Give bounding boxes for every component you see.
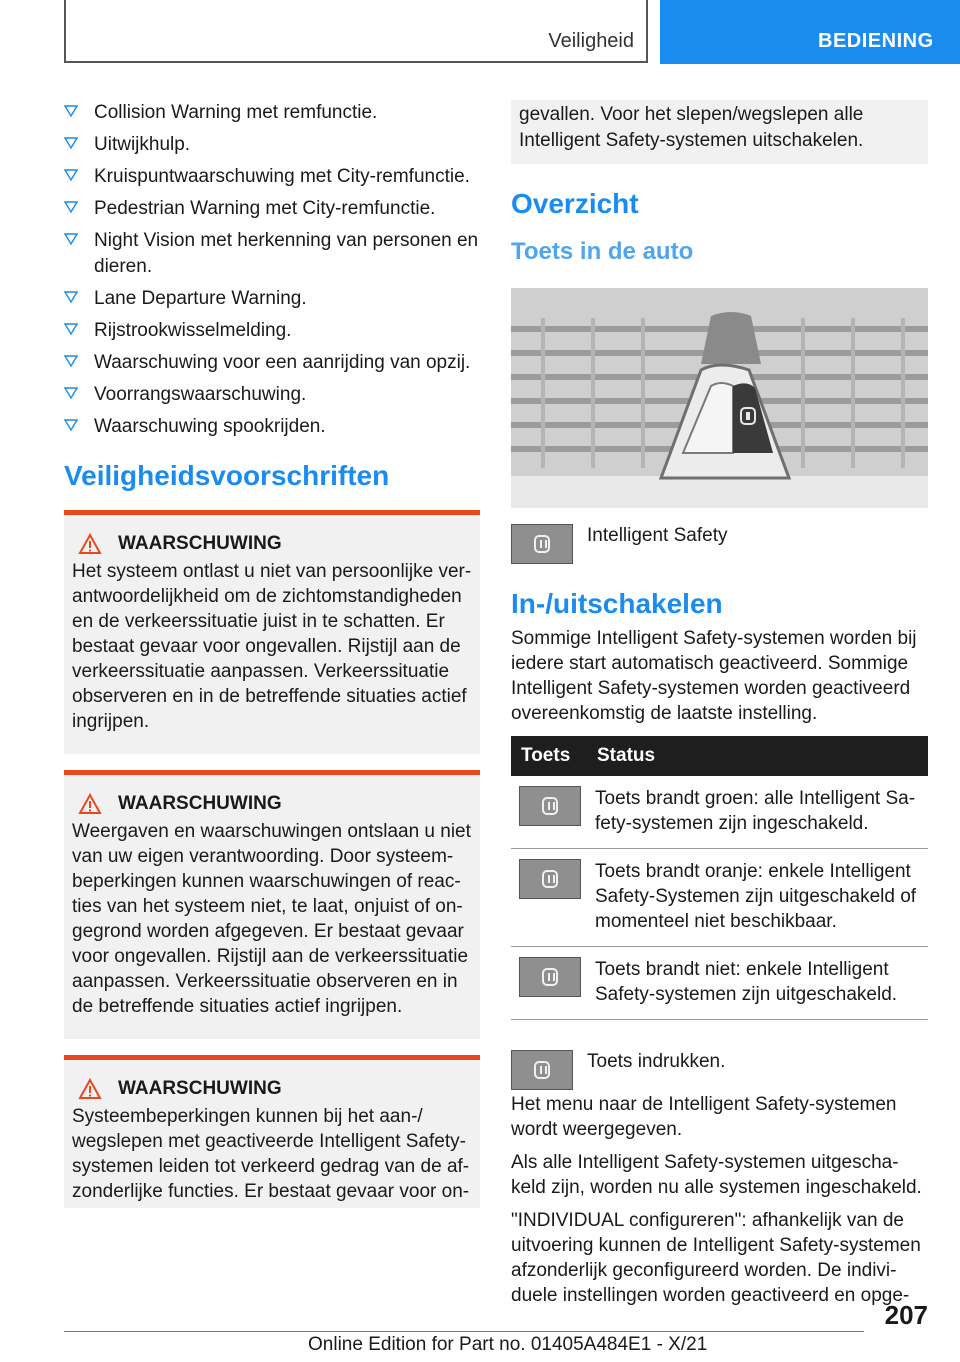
triangle-bullet-icon — [64, 232, 78, 246]
intro-paragraph: Sommige Intelligent Safety-systemen worden bij iedere start automatisch geactiveerd. Sommige Intelligent Safety-systemen worden geactiveerd overeenkomstig de laatste instelling. — [511, 628, 917, 724]
right-column — [511, 100, 928, 1316]
feature-list — [64, 100, 480, 440]
table-cell-status: Toets brandt groen: alle Intelligent Sa-fety-systemen zijn ingeschakeld. — [587, 776, 928, 849]
dashboard-grille-illustration — [511, 288, 928, 508]
button-caption: Intelligent Safety — [587, 525, 728, 546]
table-header-row — [511, 736, 928, 776]
table-row — [511, 776, 928, 849]
table-cell-status: Toets brandt niet: enkele Intelligent Safety-systemen zijn uitgeschakeld. — [587, 947, 928, 1020]
triangle-bullet-icon — [64, 290, 78, 304]
triangle-bullet-icon — [64, 168, 78, 182]
section-heading-safety: Veiligheidsvoorschriften — [64, 460, 390, 491]
footer-edition: Online Edition for Part no. 01405A484E1 - X/21 — [308, 1334, 708, 1355]
warning-triangle-icon — [78, 793, 102, 815]
list-item: Voorrangswaarschuwing. — [64, 382, 480, 408]
paragraph-all-off: Als alle Intelligent Safety-systemen uitgescha-keld zijn, worden nu alle systemen ingeschakeld. — [511, 1152, 922, 1198]
warning-box — [64, 1055, 480, 1208]
warning-header — [78, 533, 472, 555]
press-result: Het menu naar de Intelligent Safety-systemen wordt weergegeven. — [511, 1094, 897, 1140]
triangle-bullet-icon — [64, 136, 78, 150]
list-item: Waarschuwing spookrijden. — [64, 414, 480, 440]
table-row — [511, 849, 928, 947]
intelligent-safety-button-icon — [511, 1050, 573, 1090]
triangle-bullet-icon — [64, 322, 78, 336]
header-section-title: Veiligheid — [548, 30, 634, 52]
header-chapter-tab: BEDIENING — [660, 0, 960, 64]
triangle-bullet-icon — [64, 386, 78, 400]
status-table — [511, 736, 928, 1020]
intelligent-safety-button-icon — [519, 786, 581, 826]
triangle-bullet-icon — [64, 104, 78, 118]
list-item: Rijstrookwisselmelding. — [64, 318, 480, 344]
list-item: Lane Departure Warning. — [64, 286, 480, 312]
paragraph-individual: "INDIVIDUAL configureren": afhankelijk van de uitvoering kunnen de Intelligent Safety-systemen afzonderlijk geconfigureerd worden. De indivi-duele instellingen worden geactiveerd en opge- — [511, 1210, 921, 1306]
warning-title: WAARSCHUWING — [118, 1078, 282, 1099]
table-row — [511, 947, 928, 1020]
warning-continuation: gevallen. Voor het slepen/wegslepen alle Intelligent Safety-systemen uitschakelen. — [511, 100, 928, 164]
list-item: Collision Warning met remfunctie. — [64, 100, 480, 126]
table-cell-status: Toets brandt oranje: enkele Intelligent Safety-Systemen zijn uitgeschakeld of momenteel niet beschikbaar. — [587, 849, 928, 947]
list-item: Uitwijkhulp. — [64, 132, 480, 158]
intelligent-safety-button-icon — [519, 859, 581, 899]
list-item: Waarschuwing voor een aanrijding van opzij. — [64, 350, 480, 376]
warning-header — [78, 793, 472, 815]
press-label: Toets indrukken. — [587, 1051, 726, 1072]
warning-box — [64, 770, 480, 1039]
table-header-button: Toets — [511, 736, 587, 776]
warning-triangle-icon — [78, 1078, 102, 1100]
section-heading-overview: Overzicht — [511, 188, 639, 219]
warning-text: Weergaven en waarschuwingen ontslaan u niet van uw eigen verantwoording. Door systeem-beperkingen kunnen waarschuwingen of reac-ties van het systeem niet, te laat, onjuist of on-gegrond worden afgegeven. Er bestaat gevaar voor ongevallen. Rijstijl aan de verkeerssituatie aanpassen. Verkeerssituatie observeren en in de betreffende situaties actief ingrijpen. — [72, 821, 471, 1017]
warning-box — [64, 510, 480, 754]
warning-header — [78, 1078, 472, 1100]
triangle-bullet-icon — [64, 200, 78, 214]
list-item: Night Vision met herkenning van personen en dieren. — [64, 228, 480, 280]
table-header-status: Status — [587, 736, 928, 776]
warning-title: WAARSCHUWING — [118, 533, 282, 554]
subheading-button-in-car: Toets in de auto — [511, 238, 694, 265]
page-number: 207 — [884, 1300, 928, 1330]
intelligent-safety-button-icon — [519, 957, 581, 997]
footer-divider — [64, 1331, 864, 1332]
press-instruction — [511, 1050, 928, 1090]
warning-text: Het systeem ontlast u niet van persoonlijke ver-antwoordelijkheid om de zichtomstandigheden en de verkeerssituatie juist in te schatten. Er bestaat gevaar voor ongevallen. Rijstijl aan de verkeerssituatie aanpassen. Verkeerssituatie observeren en in de betreffende situaties actief ingrijpen. — [72, 561, 472, 732]
list-item: Pedestrian Warning met City-remfunctie. — [64, 196, 480, 222]
left-column — [64, 100, 480, 1208]
list-item: Kruispuntwaarschuwing met City-remfunctie. — [64, 164, 480, 190]
intelligent-safety-button-icon — [511, 524, 573, 564]
warning-text: Systeembeperkingen kunnen bij het aan-/ wegslepen met geactiveerde Intelligent Safety-systemen leiden tot verkeerd gedrag van de af-zonderlijke functies. Er bestaat gevaar voor on- — [72, 1106, 470, 1202]
car-button-photo — [511, 288, 928, 508]
button-legend — [511, 524, 928, 564]
warning-title: WAARSCHUWING — [118, 793, 282, 814]
triangle-bullet-icon — [64, 354, 78, 368]
warning-triangle-icon — [78, 533, 102, 555]
section-heading-onoff: In-/uitschakelen — [511, 588, 723, 619]
triangle-bullet-icon — [64, 418, 78, 432]
header-frame — [64, 0, 648, 63]
